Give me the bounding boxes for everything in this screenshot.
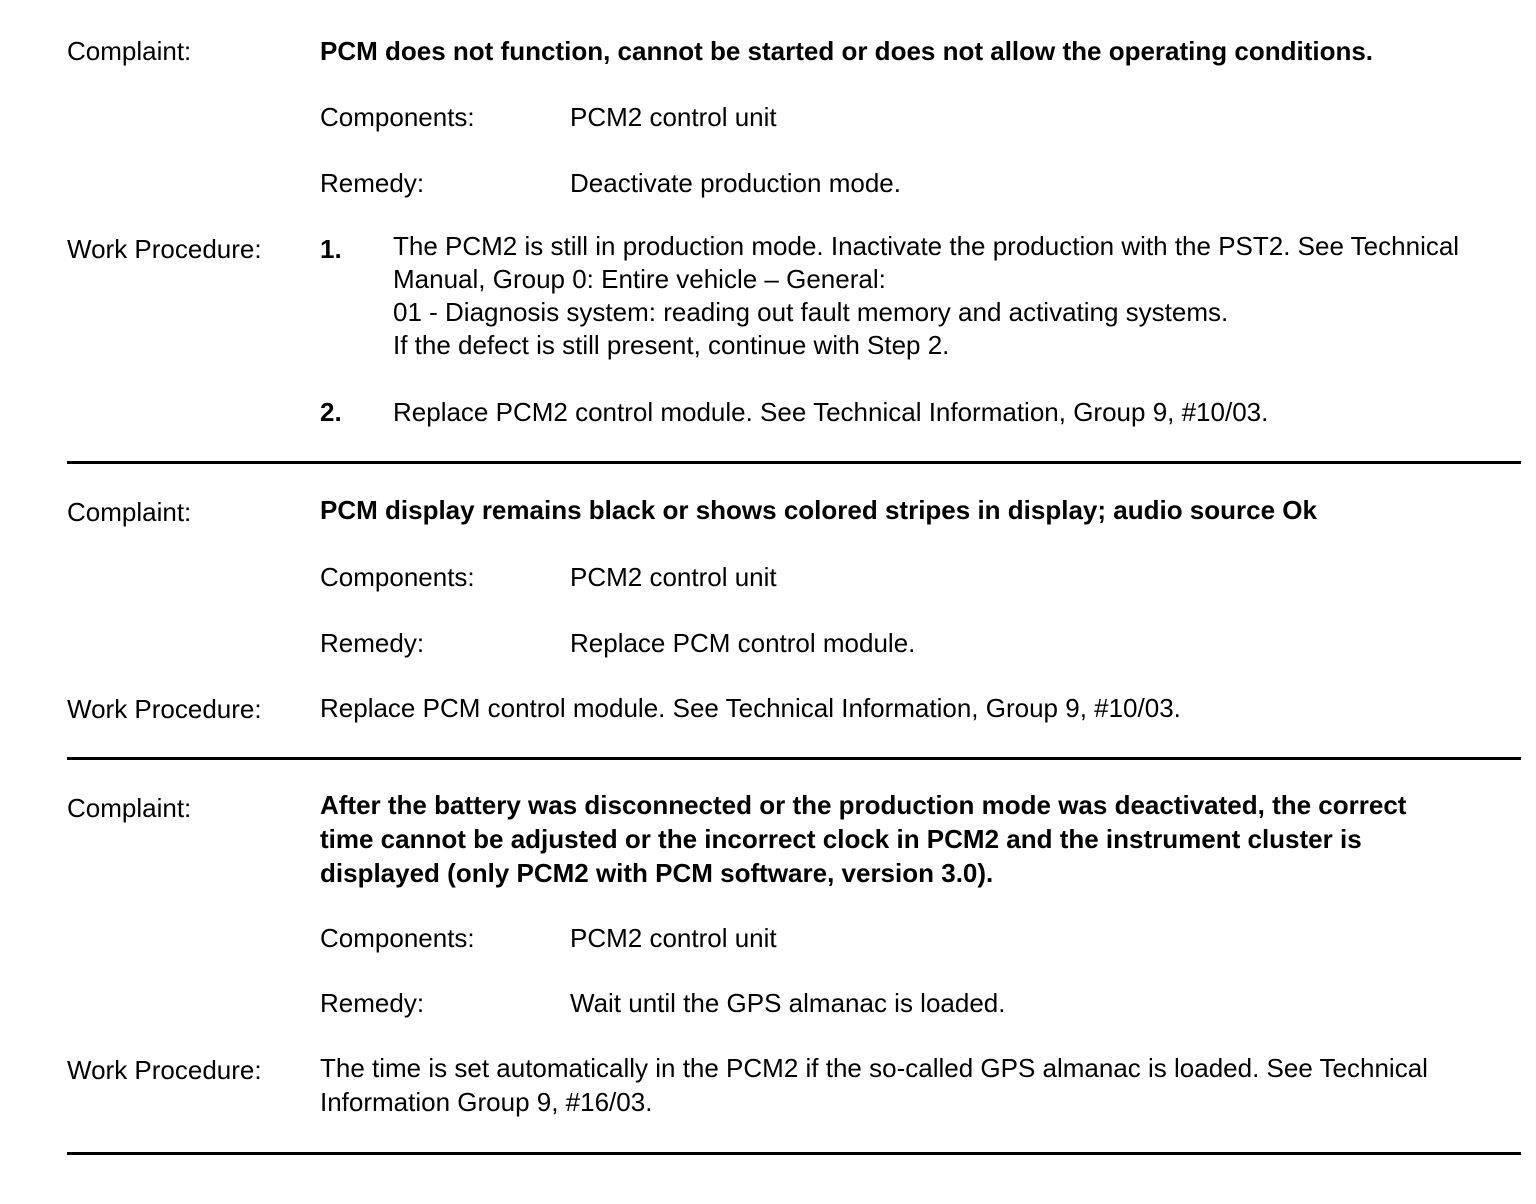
work-procedure-label: Work Procedure: — [67, 234, 262, 264]
remedy-value: Wait until the GPS almanac is loaded. — [570, 988, 1006, 1018]
work-procedure-label: Work Procedure: — [67, 694, 262, 724]
complaint-label: Complaint: — [67, 36, 192, 66]
complaint-text — [320, 493, 1490, 527]
remedy-value: Replace PCM control module. — [570, 628, 916, 658]
complaint-line: PCM display remains black or shows colored stripes in display; audio source Ok — [320, 495, 1317, 525]
step-text — [393, 230, 1493, 362]
complaint-line: After the battery was disconnected or the production mode was deactivated, the correct — [320, 790, 1407, 820]
components-value: PCM2 control unit — [570, 562, 777, 592]
section-divider — [67, 757, 1521, 760]
step-line: Replace PCM2 control module. See Technical Information, Group 9, #10/03. — [393, 397, 1269, 427]
complaint-text — [320, 788, 1490, 890]
components-label: Components: — [320, 923, 475, 953]
procedure-line: Replace PCM control module. See Technical Information, Group 9, #10/03. — [320, 693, 1181, 723]
complaint-text — [320, 34, 1490, 68]
step-line: If the defect is still present, continue with Step 2. — [393, 330, 950, 360]
work-procedure-text — [320, 691, 1490, 725]
step-number: 1. — [320, 234, 342, 264]
complaint-line: displayed (only PCM2 with PCM software, version 3.0). — [320, 858, 994, 888]
remedy-label: Remedy: — [320, 988, 425, 1018]
complaint-label: Complaint: — [67, 497, 192, 527]
components-value: PCM2 control unit — [570, 102, 777, 132]
complaint-label: Complaint: — [67, 793, 192, 823]
section-divider — [67, 461, 1521, 464]
procedure-line: The time is set automatically in the PCM2 if the so-called GPS almanac is loaded. See Technical — [320, 1053, 1428, 1083]
work-procedure-text — [320, 1051, 1490, 1119]
complaint-line: time cannot be adjusted or the incorrect clock in PCM2 and the instrument cluster is — [320, 824, 1362, 854]
step-line: The PCM2 is still in production mode. Inactivate the production with the PST2. See Technical — [393, 231, 1460, 261]
components-label: Components: — [320, 102, 475, 132]
step-number: 2. — [320, 397, 342, 427]
step-line: Manual, Group 0: Entire vehicle – General: — [393, 264, 886, 294]
step-line: 01 - Diagnosis system: reading out fault memory and activating systems. — [393, 297, 1229, 327]
remedy-label: Remedy: — [320, 628, 425, 658]
procedure-line: Information Group 9, #16/03. — [320, 1087, 653, 1117]
work-procedure-label: Work Procedure: — [67, 1055, 262, 1085]
step-text — [393, 395, 1493, 429]
components-label: Components: — [320, 562, 475, 592]
complaint-line: PCM does not function, cannot be started or does not allow the operating conditions. — [320, 36, 1374, 66]
remedy-value: Deactivate production mode. — [570, 168, 901, 198]
components-value: PCM2 control unit — [570, 923, 777, 953]
section-divider — [67, 1152, 1521, 1155]
remedy-label: Remedy: — [320, 168, 425, 198]
